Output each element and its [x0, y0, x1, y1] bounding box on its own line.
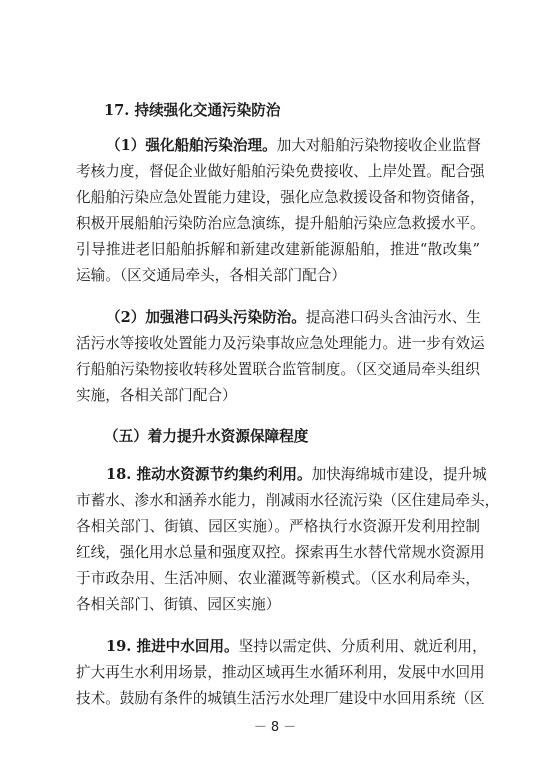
paragraph-1	[76, 133, 485, 289]
paragraph-line: 运输。（区交通局牵头，各相关部门配合）	[76, 267, 346, 284]
paragraph-lead: 19. 推进中水回用。	[106, 638, 239, 655]
paragraph-line	[76, 462, 487, 488]
paragraph-text: 坚持以需定供、分质利用、就近利用，	[238, 638, 487, 655]
paragraph-lead: （2）加强港口码头污染防治。	[106, 309, 306, 326]
paragraph-text: 加大对船舶污染物接收企业监督	[276, 137, 482, 154]
paragraph-line: 积极开展船舶污染防治应急演练，提升船舶污染应急救援水平。	[76, 215, 485, 232]
paragraph-19	[76, 634, 487, 712]
paragraph-line: 技术。鼓励有条件的城镇生活污水处理厂建设中水回用系统（区	[76, 690, 485, 707]
paragraph-line	[76, 305, 480, 331]
paragraph-line	[76, 133, 480, 159]
paragraph-line: 各相关部门、街镇、园区实施）。严格执行水资源开发利用控制	[76, 518, 480, 535]
paragraph-line: 红线，强化用水总量和强度双控。探索再生水替代常规水资源用	[76, 544, 485, 561]
paragraph-line: 活污水等接收处置能力及污染事故应急处理能力。进一步有效运	[76, 335, 485, 352]
section-heading-5: （五）着力提升水资源保障程度	[104, 428, 309, 445]
paragraph-lead: 18. 推动水资源节约集约利用。	[106, 466, 312, 483]
paragraph-line: 市蓄水、渗水和涵养水能力，削减雨水径流污染（区住建局牵头，	[76, 492, 500, 509]
paragraph-text: 加快海绵城市建设，提升城	[311, 466, 487, 483]
paragraph-line: 行船舶污染物接收转移处置联合监管制度。（区交通局牵头组织	[76, 361, 480, 378]
paragraph-line	[76, 634, 487, 660]
paragraph-line: 扩大再生水利用场景，推动区域再生水循环利用，发展中水回用	[76, 664, 485, 681]
paragraph-line: 实施，各相关部门配合）	[76, 387, 237, 404]
heading-17: 17. 持续强化交通污染防治	[104, 102, 281, 119]
page-number: － 8 －	[253, 720, 297, 735]
paragraph-line: 引导推进老旧船舶拆解和新建改建新能源船舶，推进“散改集”	[76, 241, 480, 258]
paragraph-text: 提高港口码头含油污水、生	[305, 309, 482, 326]
paragraph-18	[76, 462, 500, 618]
paragraph-line: 考核力度，督促企业做好船舶污染免费接收、上岸处置。配合强	[76, 163, 485, 180]
paragraph-line: 各相关部门、街镇、园区实施）	[76, 596, 281, 613]
paragraph-line: 化船舶污染应急处置能力建设，强化应急救援设备和物资储备，	[76, 189, 485, 206]
paragraph-2	[76, 305, 485, 409]
paragraph-line: 于市政杂用、生活冲厕、农业灌溉等新模式。（区水利局牵头，	[76, 570, 480, 587]
paragraph-lead: （1）强化船舶污染治理。	[106, 137, 277, 154]
